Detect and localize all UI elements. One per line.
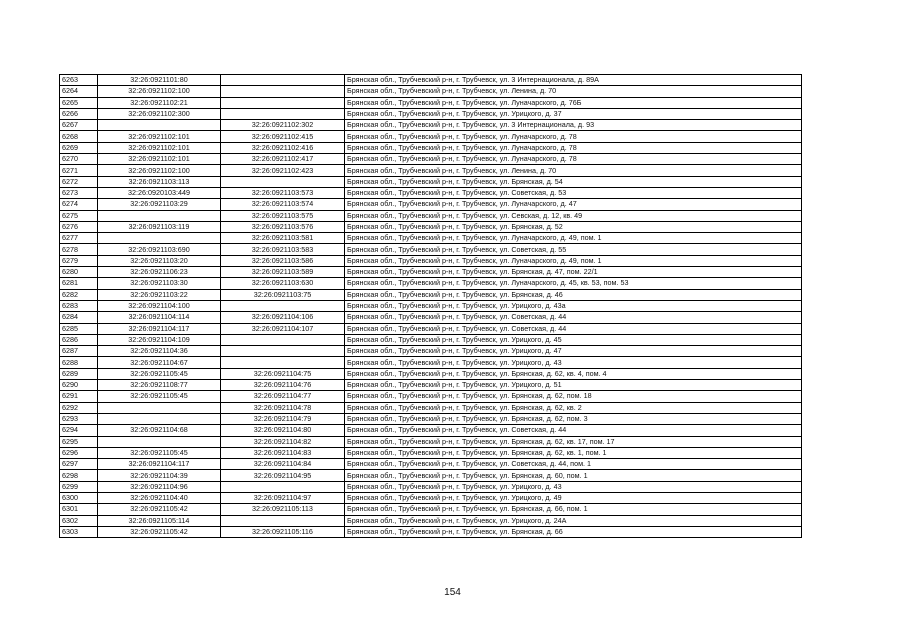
parcel-number-cell: 32:26:0921104:36: [98, 346, 221, 357]
parcel-number-cell: 32:26:0921104:39: [98, 470, 221, 481]
parcel-number-cell: 32:26:0921102:100: [98, 86, 221, 97]
row-number-cell: 6291: [60, 391, 98, 402]
row-number-cell: 6297: [60, 459, 98, 470]
table-row: [60, 86, 802, 97]
parcel-number-cell: 32:26:0920103:449: [98, 187, 221, 198]
row-number-cell: 6295: [60, 436, 98, 447]
row-number-cell: 6273: [60, 187, 98, 198]
row-number-cell: 6293: [60, 413, 98, 424]
address-cell: Брянская обл., Трубчевский р-н, г. Трубчевск, ул. Урицкого, д. 37: [345, 108, 802, 119]
object-number-cell: 32:26:0921103:583: [221, 244, 345, 255]
object-number-cell: [221, 481, 345, 492]
table-row: [60, 108, 802, 119]
table-row: [60, 187, 802, 198]
table-row: [60, 75, 802, 86]
row-number-cell: 6299: [60, 481, 98, 492]
table-row: [60, 391, 802, 402]
parcel-number-cell: [98, 233, 221, 244]
row-number-cell: 6281: [60, 278, 98, 289]
address-cell: Брянская обл., Трубчевский р-н, г. Трубчевск, ул. Ленина, д. 70: [345, 86, 802, 97]
address-cell: Брянская обл., Трубчевский р-н, г. Трубчевск, ул. Советская, д. 44, пом. 1: [345, 459, 802, 470]
address-cell: Брянская обл., Трубчевский р-н, г. Трубчевск, ул. Советская, д. 44: [345, 312, 802, 323]
address-cell: Брянская обл., Трубчевский р-н, г. Трубчевск, ул. Луначарского, д. 78: [345, 154, 802, 165]
object-number-cell: 32:26:0921103:576: [221, 221, 345, 232]
table-row: [60, 504, 802, 515]
address-cell: Брянская обл., Трубчевский р-н, г. Трубчевск, ул. Урицкого, д. 45: [345, 334, 802, 345]
object-number-cell: 32:26:0921103:573: [221, 187, 345, 198]
address-cell: Брянская обл., Трубчевский р-н, г. Трубчевск, ул. Брянская, д. 62, кв. 4, пом. 4: [345, 368, 802, 379]
table-row: [60, 515, 802, 526]
parcel-number-cell: [98, 436, 221, 447]
address-cell: Брянская обл., Трубчевский р-н, г. Трубчевск, ул. Брянская, д. 54: [345, 176, 802, 187]
table-row: [60, 323, 802, 334]
object-number-cell: [221, 176, 345, 187]
row-number-cell: 6264: [60, 86, 98, 97]
object-number-cell: 32:26:0921103:75: [221, 289, 345, 300]
parcel-number-cell: 32:26:0921102:100: [98, 165, 221, 176]
parcel-number-cell: 32:26:0921102:101: [98, 154, 221, 165]
address-cell: Брянская обл., Трубчевский р-н, г. Трубчевск, ул. Урицкого, д. 24А: [345, 515, 802, 526]
parcel-number-cell: [98, 413, 221, 424]
address-cell: Брянская обл., Трубчевский р-н, г. Трубчевск, ул. Брянская, д. 62, кв. 17, пом. 17: [345, 436, 802, 447]
address-cell: Брянская обл., Трубчевский р-н, г. Трубчевск, ул. Советская, д. 55: [345, 244, 802, 255]
table-row: [60, 300, 802, 311]
object-number-cell: 32:26:0921104:79: [221, 413, 345, 424]
parcel-number-cell: 32:26:0921103:113: [98, 176, 221, 187]
parcel-number-cell: 32:26:0921105:45: [98, 447, 221, 458]
parcel-number-cell: 32:26:0921106:23: [98, 267, 221, 278]
table-row: [60, 470, 802, 481]
address-cell: Брянская обл., Трубчевский р-н, г. Трубчевск, ул. Брянская, д. 52: [345, 221, 802, 232]
row-number-cell: 6278: [60, 244, 98, 255]
table-row: [60, 255, 802, 266]
row-number-cell: 6282: [60, 289, 98, 300]
parcel-number-cell: 32:26:0921103:29: [98, 199, 221, 210]
object-number-cell: 32:26:0921102:416: [221, 142, 345, 153]
address-cell: Брянская обл., Трубчевский р-н, г. Трубчевск, ул. Севская, д. 12, кв. 49: [345, 210, 802, 221]
row-number-cell: 6268: [60, 131, 98, 142]
table-row: [60, 459, 802, 470]
parcel-number-cell: 32:26:0921103:22: [98, 289, 221, 300]
address-cell: Брянская обл., Трубчевский р-н, г. Трубчевск, ул. Луначарского, д. 78: [345, 131, 802, 142]
parcel-number-cell: 32:26:0921104:67: [98, 357, 221, 368]
object-number-cell: [221, 75, 345, 86]
table-row: [60, 176, 802, 187]
address-cell: Брянская обл., Трубчевский р-н, г. Трубчевск, ул. Советская, д. 53: [345, 187, 802, 198]
parcel-number-cell: 32:26:0921105:45: [98, 391, 221, 402]
object-number-cell: [221, 300, 345, 311]
parcel-number-cell: 32:26:0921104:117: [98, 459, 221, 470]
object-number-cell: 32:26:0921104:77: [221, 391, 345, 402]
object-number-cell: 32:26:0921104:75: [221, 368, 345, 379]
document-page: [59, 74, 802, 538]
parcel-number-cell: 32:26:0921105:114: [98, 515, 221, 526]
row-number-cell: 6276: [60, 221, 98, 232]
address-cell: Брянская обл., Трубчевский р-н, г. Трубчевск, ул. Луначарского, д. 78: [345, 142, 802, 153]
page-number: 154: [444, 587, 461, 598]
parcel-number-cell: 32:26:0921105:42: [98, 526, 221, 537]
row-number-cell: 6272: [60, 176, 98, 187]
object-number-cell: [221, 108, 345, 119]
object-number-cell: 32:26:0921102:423: [221, 165, 345, 176]
row-number-cell: 6294: [60, 425, 98, 436]
row-number-cell: 6279: [60, 255, 98, 266]
row-number-cell: 6274: [60, 199, 98, 210]
object-number-cell: [221, 334, 345, 345]
address-cell: Брянская обл., Трубчевский р-н, г. Трубчевск, ул. Советская, д. 44: [345, 323, 802, 334]
row-number-cell: 6287: [60, 346, 98, 357]
parcel-number-cell: 32:26:0921104:40: [98, 492, 221, 503]
parcel-number-cell: 32:26:0921104:100: [98, 300, 221, 311]
object-number-cell: 32:26:0921103:586: [221, 255, 345, 266]
table-row: [60, 278, 802, 289]
parcel-number-cell: 32:26:0921105:42: [98, 504, 221, 515]
parcel-number-cell: 32:26:0921104:96: [98, 481, 221, 492]
object-number-cell: [221, 515, 345, 526]
table-row: [60, 481, 802, 492]
table-row: [60, 142, 802, 153]
row-number-cell: 6283: [60, 300, 98, 311]
address-cell: Брянская обл., Трубчевский р-н, г. Трубчевск, ул. Урицкого, д. 49: [345, 492, 802, 503]
table-row: [60, 267, 802, 278]
address-cell: Брянская обл., Трубчевский р-н, г. Трубчевск, ул. Брянская, д. 66: [345, 526, 802, 537]
parcel-number-cell: 32:26:0921103:119: [98, 221, 221, 232]
row-number-cell: 6301: [60, 504, 98, 515]
row-number-cell: 6266: [60, 108, 98, 119]
table-row: [60, 312, 802, 323]
object-number-cell: [221, 86, 345, 97]
table-row: [60, 425, 802, 436]
row-number-cell: 6302: [60, 515, 98, 526]
address-cell: Брянская обл., Трубчевский р-н, г. Трубчевск, ул. Брянская, д. 60, пом. 1: [345, 470, 802, 481]
row-number-cell: 6263: [60, 75, 98, 86]
address-cell: Брянская обл., Трубчевский р-н, г. Трубчевск, ул. Брянская, д. 62, пом. 18: [345, 391, 802, 402]
row-number-cell: 6265: [60, 97, 98, 108]
table-row: [60, 402, 802, 413]
row-number-cell: 6300: [60, 492, 98, 503]
table-row: [60, 131, 802, 142]
row-number-cell: 6303: [60, 526, 98, 537]
object-number-cell: 32:26:0921104:78: [221, 402, 345, 413]
row-number-cell: 6292: [60, 402, 98, 413]
table-row: [60, 221, 802, 232]
parcel-number-cell: [98, 210, 221, 221]
parcel-number-cell: 32:26:0921102:300: [98, 108, 221, 119]
table-row: [60, 380, 802, 391]
parcel-number-cell: 32:26:0921102:101: [98, 131, 221, 142]
table-row: [60, 447, 802, 458]
parcel-number-cell: 32:26:0921104:68: [98, 425, 221, 436]
address-cell: Брянская обл., Трубчевский р-н, г. Трубчевск, ул. Брянская, д. 62, кв. 2: [345, 402, 802, 413]
address-cell: Брянская обл., Трубчевский р-н, г. Трубчевск, ул. 3 Интернационала, д. 89А: [345, 75, 802, 86]
table-row: [60, 210, 802, 221]
address-cell: Брянская обл., Трубчевский р-н, г. Трубчевск, ул. Ленина, д. 70: [345, 165, 802, 176]
address-cell: Брянская обл., Трубчевский р-н, г. Трубчевск, ул. Брянская, д. 47, пом. 22/1: [345, 267, 802, 278]
table-body: [60, 75, 802, 538]
address-cell: Брянская обл., Трубчевский р-н, г. Трубчевск, ул. Луначарского, д. 47: [345, 199, 802, 210]
object-number-cell: 32:26:0921103:581: [221, 233, 345, 244]
row-number-cell: 6270: [60, 154, 98, 165]
parcel-number-cell: 32:26:0921102:101: [98, 142, 221, 153]
parcel-number-cell: 32:26:0921103:20: [98, 255, 221, 266]
address-cell: Брянская обл., Трубчевский р-н, г. Трубчевск, ул. Советская, д. 44: [345, 425, 802, 436]
table-row: [60, 526, 802, 537]
row-number-cell: 6288: [60, 357, 98, 368]
table-row: [60, 120, 802, 131]
parcel-number-cell: 32:26:0921101:80: [98, 75, 221, 86]
address-cell: Брянская обл., Трубчевский р-н, г. Трубчевск, ул. Луначарского, д. 76Б: [345, 97, 802, 108]
object-number-cell: [221, 346, 345, 357]
parcel-number-cell: 32:26:0921105:45: [98, 368, 221, 379]
row-number-cell: 6289: [60, 368, 98, 379]
address-cell: Брянская обл., Трубчевский р-н, г. Трубчевск, ул. Брянская, д. 62, пом. 3: [345, 413, 802, 424]
row-number-cell: 6298: [60, 470, 98, 481]
address-cell: Брянская обл., Трубчевский р-н, г. Трубчевск, ул. Урицкого, д. 43: [345, 481, 802, 492]
table-row: [60, 436, 802, 447]
object-number-cell: 32:26:0921103:575: [221, 210, 345, 221]
object-number-cell: 32:26:0921102:417: [221, 154, 345, 165]
address-cell: Брянская обл., Трубчевский р-н, г. Трубчевск, ул. 3 Интернационала, д. 93: [345, 120, 802, 131]
object-number-cell: 32:26:0921104:84: [221, 459, 345, 470]
object-number-cell: 32:26:0921104:76: [221, 380, 345, 391]
row-number-cell: 6290: [60, 380, 98, 391]
address-cell: Брянская обл., Трубчевский р-н, г. Трубчевск, ул. Луначарского, д. 49, пом. 1: [345, 233, 802, 244]
table-row: [60, 244, 802, 255]
object-number-cell: 32:26:0921104:95: [221, 470, 345, 481]
object-number-cell: 32:26:0921105:116: [221, 526, 345, 537]
table-row: [60, 413, 802, 424]
row-number-cell: 6284: [60, 312, 98, 323]
table-row: [60, 357, 802, 368]
parcel-number-cell: [98, 120, 221, 131]
object-number-cell: 32:26:0921103:574: [221, 199, 345, 210]
parcel-number-cell: 32:26:0921104:114: [98, 312, 221, 323]
row-number-cell: 6271: [60, 165, 98, 176]
address-cell: Брянская обл., Трубчевский р-н, г. Трубчевск, ул. Луначарского, д. 45, кв. 53, пом. 53: [345, 278, 802, 289]
row-number-cell: 6267: [60, 120, 98, 131]
object-number-cell: 32:26:0921104:107: [221, 323, 345, 334]
object-number-cell: 32:26:0921104:83: [221, 447, 345, 458]
table-row: [60, 233, 802, 244]
table-row: [60, 154, 802, 165]
table-row: [60, 368, 802, 379]
parcel-number-cell: [98, 402, 221, 413]
object-number-cell: 32:26:0921103:630: [221, 278, 345, 289]
parcel-number-cell: 32:26:0921103:690: [98, 244, 221, 255]
object-number-cell: 32:26:0921104:82: [221, 436, 345, 447]
object-number-cell: [221, 357, 345, 368]
parcel-number-cell: 32:26:0921103:30: [98, 278, 221, 289]
address-cell: Брянская обл., Трубчевский р-н, г. Трубчевск, ул. Урицкого, д. 43а: [345, 300, 802, 311]
address-cell: Брянская обл., Трубчевский р-н, г. Трубчевск, ул. Брянская, д. 46: [345, 289, 802, 300]
row-number-cell: 6277: [60, 233, 98, 244]
row-number-cell: 6280: [60, 267, 98, 278]
object-number-cell: 32:26:0921103:589: [221, 267, 345, 278]
table-row: [60, 97, 802, 108]
row-number-cell: 6296: [60, 447, 98, 458]
parcel-number-cell: 32:26:0921104:109: [98, 334, 221, 345]
address-cell: Брянская обл., Трубчевский р-н, г. Трубчевск, ул. Брянская, д. 62, кв. 1, пом. 1: [345, 447, 802, 458]
address-cell: Брянская обл., Трубчевский р-н, г. Трубчевск, ул. Урицкого, д. 47: [345, 346, 802, 357]
address-cell: Брянская обл., Трубчевский р-н, г. Трубчевск, ул. Луначарского, д. 49, пом. 1: [345, 255, 802, 266]
object-number-cell: 32:26:0921102:415: [221, 131, 345, 142]
row-number-cell: 6269: [60, 142, 98, 153]
row-number-cell: 6285: [60, 323, 98, 334]
address-cell: Брянская обл., Трубчевский р-н, г. Трубчевск, ул. Урицкого, д. 51: [345, 380, 802, 391]
parcel-number-cell: 32:26:0921102:21: [98, 97, 221, 108]
row-number-cell: 6286: [60, 334, 98, 345]
object-number-cell: 32:26:0921105:113: [221, 504, 345, 515]
object-number-cell: [221, 97, 345, 108]
object-number-cell: 32:26:0921104:80: [221, 425, 345, 436]
object-number-cell: 32:26:0921104:106: [221, 312, 345, 323]
object-number-cell: 32:26:0921102:302: [221, 120, 345, 131]
parcel-number-cell: 32:26:0921108:77: [98, 380, 221, 391]
table-row: [60, 165, 802, 176]
table-row: [60, 199, 802, 210]
object-number-cell: 32:26:0921104:97: [221, 492, 345, 503]
table-row: [60, 289, 802, 300]
address-cell: Брянская обл., Трубчевский р-н, г. Трубчевск, ул. Урицкого, д. 43: [345, 357, 802, 368]
register-table: [59, 74, 802, 538]
table-row: [60, 492, 802, 503]
row-number-cell: 6275: [60, 210, 98, 221]
parcel-number-cell: 32:26:0921104:117: [98, 323, 221, 334]
table-row: [60, 334, 802, 345]
address-cell: Брянская обл., Трубчевский р-н, г. Трубчевск, ул. Брянская, д. 66, пом. 1: [345, 504, 802, 515]
table-row: [60, 346, 802, 357]
